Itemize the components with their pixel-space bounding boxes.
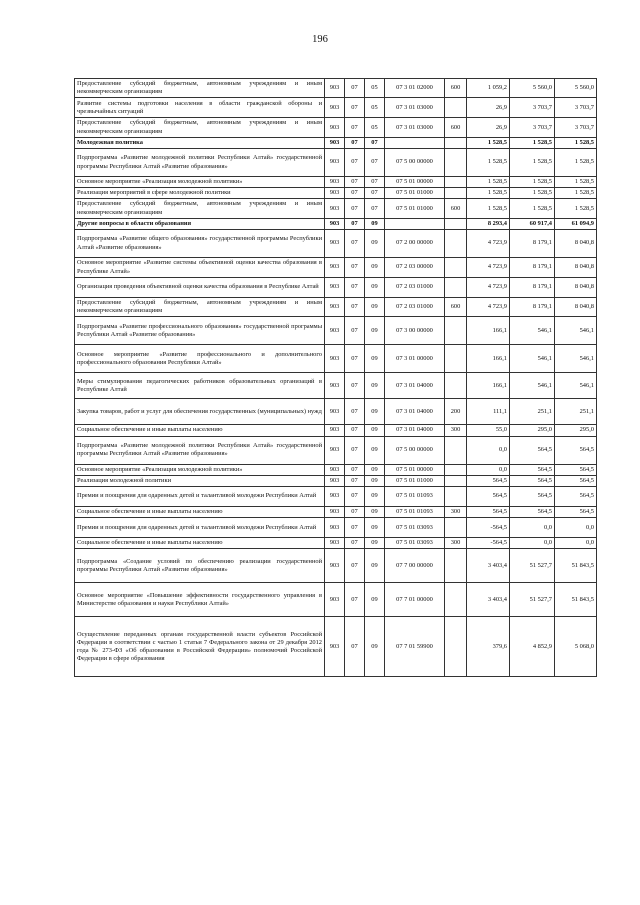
amount-cell-2: 8 179,1 (510, 230, 555, 258)
amount-cell-2: 546,1 (510, 317, 555, 345)
section-code-cell: 07 (345, 177, 365, 188)
amount-cell-1: 0,0 (467, 436, 510, 464)
section-code-cell: 07 (345, 373, 365, 399)
expense-type-cell (445, 617, 467, 677)
ministry-code-cell: 903 (325, 487, 345, 507)
amount-cell-1: 564,5 (467, 487, 510, 507)
amount-cell-1: 1 528,5 (467, 137, 510, 148)
target-article-cell: 07 3 00 00000 (385, 317, 445, 345)
row-name-cell: Основное мероприятие «Повышение эффективности государственного управления в Министерстве образования и науки Республики Алтай» (75, 583, 325, 617)
table-row (75, 583, 597, 617)
ministry-code-cell: 903 (325, 464, 345, 475)
table-row (75, 218, 597, 229)
expense-type-cell (445, 137, 467, 148)
target-article-cell: 07 7 01 59900 (385, 617, 445, 677)
amount-cell-2: 8 179,1 (510, 278, 555, 298)
expense-type-cell (445, 549, 467, 583)
ministry-code-cell: 903 (325, 373, 345, 399)
row-name-cell: Предоставление субсидий бюджетным, автономным учреждениям и иным некоммерческим организациям (75, 79, 325, 98)
row-name-cell: Подпрограмма «Развитие молодежной политики Республики Алтай» государственной программы Республики Алтай «Развитие образования» (75, 436, 325, 464)
ministry-code-cell: 903 (325, 399, 345, 425)
ministry-code-cell: 903 (325, 475, 345, 486)
subsection-code-cell: 05 (365, 118, 385, 137)
expense-type-cell (445, 230, 467, 258)
subsection-code-cell: 09 (365, 218, 385, 229)
section-code-cell: 07 (345, 538, 365, 549)
section-code-cell: 07 (345, 617, 365, 677)
table-row (75, 425, 597, 436)
ministry-code-cell: 903 (325, 98, 345, 118)
section-code-cell: 07 (345, 464, 365, 475)
subsection-code-cell: 09 (365, 258, 385, 278)
section-code-cell: 07 (345, 230, 365, 258)
amount-cell-1: 4 723,9 (467, 230, 510, 258)
subsection-code-cell: 09 (365, 345, 385, 373)
table-row (75, 230, 597, 258)
amount-cell-3: 1 528,5 (555, 149, 597, 177)
row-name-cell: Подпрограмма «Развитие профессионального образования» государственной программы Республики Алтай «Развитие образования» (75, 317, 325, 345)
table-row (75, 137, 597, 148)
ministry-code-cell: 903 (325, 436, 345, 464)
amount-cell-3: 564,5 (555, 487, 597, 507)
expense-type-cell (445, 487, 467, 507)
target-article-cell: 07 5 01 01000 (385, 188, 445, 199)
amount-cell-1: 4 723,9 (467, 278, 510, 298)
ministry-code-cell: 903 (325, 345, 345, 373)
subsection-code-cell: 09 (365, 278, 385, 298)
budget-rows (75, 79, 597, 677)
section-code-cell: 07 (345, 507, 365, 518)
row-name-cell: Молодежная политика (75, 137, 325, 148)
table-row (75, 317, 597, 345)
amount-cell-3: 295,0 (555, 425, 597, 436)
ministry-code-cell: 903 (325, 79, 345, 98)
expense-type-cell (445, 345, 467, 373)
section-code-cell: 07 (345, 425, 365, 436)
amount-cell-1: -564,5 (467, 518, 510, 538)
expense-type-cell (445, 258, 467, 278)
subsection-code-cell: 09 (365, 507, 385, 518)
amount-cell-1: 111,1 (467, 399, 510, 425)
amount-cell-2: 8 179,1 (510, 298, 555, 317)
target-article-cell: 07 3 01 03000 (385, 118, 445, 137)
amount-cell-1: 166,1 (467, 373, 510, 399)
section-code-cell: 07 (345, 317, 365, 345)
table-row (75, 549, 597, 583)
section-code-cell: 07 (345, 345, 365, 373)
amount-cell-3: 1 528,5 (555, 199, 597, 218)
row-name-cell: Основное мероприятие «Реализация молодежной политики» (75, 177, 325, 188)
amount-cell-1: 26,9 (467, 98, 510, 118)
row-name-cell: Социальное обеспечение и иные выплаты населению (75, 507, 325, 518)
ministry-code-cell: 903 (325, 425, 345, 436)
expense-type-cell (445, 583, 467, 617)
section-code-cell: 07 (345, 188, 365, 199)
table-row (75, 188, 597, 199)
expense-type-cell: 600 (445, 199, 467, 218)
amount-cell-3: 5 068,0 (555, 617, 597, 677)
subsection-code-cell: 07 (365, 199, 385, 218)
row-name-cell: Предоставление субсидий бюджетным, автономным учреждениям и иным некоммерческим организациям (75, 298, 325, 317)
subsection-code-cell: 09 (365, 538, 385, 549)
target-article-cell: 07 5 01 01000 (385, 199, 445, 218)
target-article-cell: 07 5 01 01093 (385, 507, 445, 518)
amount-cell-1: 564,5 (467, 475, 510, 486)
target-article-cell: 07 7 01 00000 (385, 583, 445, 617)
row-name-cell: Другие вопросы в области образования (75, 218, 325, 229)
subsection-code-cell: 07 (365, 149, 385, 177)
expense-type-cell (445, 188, 467, 199)
ministry-code-cell: 903 (325, 278, 345, 298)
amount-cell-2: 1 528,5 (510, 199, 555, 218)
table-row (75, 79, 597, 98)
amount-cell-2: 51 527,7 (510, 583, 555, 617)
amount-cell-3: 8 040,8 (555, 230, 597, 258)
row-name-cell: Подпрограмма «Создание условий по обеспечению реализации государственной программы Республики Алтай «Развитие образования» (75, 549, 325, 583)
section-code-cell: 07 (345, 118, 365, 137)
section-code-cell: 07 (345, 258, 365, 278)
amount-cell-2: 564,5 (510, 507, 555, 518)
target-article-cell: 07 5 01 00000 (385, 464, 445, 475)
amount-cell-2: 251,1 (510, 399, 555, 425)
target-article-cell: 07 3 01 04000 (385, 373, 445, 399)
subsection-code-cell: 09 (365, 317, 385, 345)
ministry-code-cell: 903 (325, 118, 345, 137)
row-name-cell: Социальное обеспечение и иные выплаты населению (75, 425, 325, 436)
target-article-cell (385, 218, 445, 229)
subsection-code-cell: 09 (365, 373, 385, 399)
target-article-cell: 07 5 00 00000 (385, 149, 445, 177)
amount-cell-2: 5 560,0 (510, 79, 555, 98)
subsection-code-cell: 09 (365, 425, 385, 436)
amount-cell-3: 564,5 (555, 507, 597, 518)
row-name-cell: Основное мероприятие «Развитие профессионального и дополнительного профессионального образования Республики Алтай» (75, 345, 325, 373)
amount-cell-3: 0,0 (555, 518, 597, 538)
amount-cell-3: 546,1 (555, 345, 597, 373)
amount-cell-2: 564,5 (510, 475, 555, 486)
target-article-cell: 07 3 01 04000 (385, 425, 445, 436)
subsection-code-cell: 09 (365, 436, 385, 464)
ministry-code-cell: 903 (325, 617, 345, 677)
row-name-cell: Развитие системы подготовки населения в области гражданской обороны и чрезвычайных ситуаций (75, 98, 325, 118)
expense-type-cell (445, 278, 467, 298)
subsection-code-cell: 09 (365, 399, 385, 425)
section-code-cell: 07 (345, 137, 365, 148)
expense-type-cell: 300 (445, 507, 467, 518)
amount-cell-2: 1 528,5 (510, 177, 555, 188)
table-row (75, 518, 597, 538)
expense-type-cell (445, 98, 467, 118)
amount-cell-1: 564,5 (467, 507, 510, 518)
amount-cell-3: 8 040,8 (555, 298, 597, 317)
subsection-code-cell: 05 (365, 98, 385, 118)
section-code-cell: 07 (345, 98, 365, 118)
amount-cell-2: 295,0 (510, 425, 555, 436)
ministry-code-cell: 903 (325, 507, 345, 518)
amount-cell-3: 61 094,9 (555, 218, 597, 229)
target-article-cell: 07 3 01 00000 (385, 345, 445, 373)
amount-cell-1: 8 293,4 (467, 218, 510, 229)
amount-cell-2: 0,0 (510, 538, 555, 549)
amount-cell-1: 55,0 (467, 425, 510, 436)
amount-cell-2: 0,0 (510, 518, 555, 538)
amount-cell-3: 564,5 (555, 475, 597, 486)
amount-cell-2: 564,5 (510, 464, 555, 475)
expense-type-cell (445, 218, 467, 229)
amount-cell-2: 3 703,7 (510, 118, 555, 137)
ministry-code-cell: 903 (325, 218, 345, 229)
target-article-cell: 07 5 01 03093 (385, 518, 445, 538)
expense-type-cell (445, 518, 467, 538)
target-article-cell: 07 5 01 03093 (385, 538, 445, 549)
table-row (75, 399, 597, 425)
amount-cell-3: 251,1 (555, 399, 597, 425)
row-name-cell: Реализация мероприятий в сфере молодежной политики (75, 188, 325, 199)
target-article-cell: 07 3 01 02000 (385, 79, 445, 98)
amount-cell-1: 1 059,2 (467, 79, 510, 98)
table-row (75, 177, 597, 188)
expense-type-cell: 600 (445, 79, 467, 98)
section-code-cell: 07 (345, 583, 365, 617)
amount-cell-1: 26,9 (467, 118, 510, 137)
row-name-cell: Предоставление субсидий бюджетным, автономным учреждениям и иным некоммерческим организациям (75, 199, 325, 218)
amount-cell-2: 1 528,5 (510, 188, 555, 199)
section-code-cell: 07 (345, 79, 365, 98)
section-code-cell: 07 (345, 487, 365, 507)
expense-type-cell: 300 (445, 425, 467, 436)
row-name-cell: Меры стимулирования педагогических работников образовательных организаций в Республике Алтай (75, 373, 325, 399)
ministry-code-cell: 903 (325, 199, 345, 218)
table-row (75, 98, 597, 118)
subsection-code-cell: 09 (365, 583, 385, 617)
section-code-cell: 07 (345, 475, 365, 486)
expense-type-cell: 600 (445, 298, 467, 317)
row-name-cell: Предоставление субсидий бюджетным, автономным учреждениям и иным некоммерческим организациям (75, 118, 325, 137)
target-article-cell: 07 5 01 01000 (385, 475, 445, 486)
amount-cell-2: 564,5 (510, 436, 555, 464)
expense-type-cell (445, 436, 467, 464)
ministry-code-cell: 903 (325, 317, 345, 345)
expense-type-cell (445, 177, 467, 188)
target-article-cell: 07 2 00 00000 (385, 230, 445, 258)
table-row (75, 118, 597, 137)
amount-cell-3: 5 560,0 (555, 79, 597, 98)
section-code-cell: 07 (345, 149, 365, 177)
target-article-cell: 07 5 01 00000 (385, 177, 445, 188)
subsection-code-cell: 05 (365, 79, 385, 98)
target-article-cell: 07 3 01 04000 (385, 399, 445, 425)
budget-table (74, 78, 597, 677)
target-article-cell: 07 2 03 01000 (385, 278, 445, 298)
row-name-cell: Премии и поощрения для одаренных детей и талантливой молодежи Республики Алтай (75, 487, 325, 507)
amount-cell-3: 546,1 (555, 373, 597, 399)
row-name-cell: Подпрограмма «Развитие общего образования» государственной программы Республики Алтай «Развитие образования» (75, 230, 325, 258)
amount-cell-3: 1 528,5 (555, 188, 597, 199)
amount-cell-1: 1 528,5 (467, 199, 510, 218)
ministry-code-cell: 903 (325, 149, 345, 177)
amount-cell-3: 1 528,5 (555, 137, 597, 148)
amount-cell-1: 166,1 (467, 317, 510, 345)
amount-cell-1: 1 528,5 (467, 188, 510, 199)
subsection-code-cell: 09 (365, 230, 385, 258)
ministry-code-cell: 903 (325, 258, 345, 278)
expense-type-cell (445, 464, 467, 475)
amount-cell-3: 0,0 (555, 538, 597, 549)
row-name-cell: Подпрограмма «Развитие молодежной политики Республики Алтай» государственной программы Республики Алтай «Развитие образования» (75, 149, 325, 177)
row-name-cell: Основное мероприятие «Развитие системы объективной оценки качества образования в Республике Алтай» (75, 258, 325, 278)
amount-cell-3: 3 703,7 (555, 98, 597, 118)
amount-cell-3: 564,5 (555, 464, 597, 475)
ministry-code-cell: 903 (325, 518, 345, 538)
section-code-cell: 07 (345, 218, 365, 229)
amount-cell-1: 379,6 (467, 617, 510, 677)
amount-cell-1: 4 723,9 (467, 298, 510, 317)
table-row (75, 149, 597, 177)
amount-cell-1: 1 528,5 (467, 177, 510, 188)
ministry-code-cell: 903 (325, 188, 345, 199)
section-code-cell: 07 (345, 399, 365, 425)
subsection-code-cell: 09 (365, 617, 385, 677)
page-number: 196 (312, 34, 328, 45)
table-row (75, 617, 597, 677)
table-row (75, 487, 597, 507)
target-article-cell (385, 137, 445, 148)
row-name-cell: Осуществление переданных органам государственной власти субъектов Российской Федерации в соответствии с частью 1 статьи 7 Федерального закона от 29 декабря 2012 года № 273-ФЗ «Об образовании в Российской Федерации» полномочий Российской Федерации в сфере образования (75, 617, 325, 677)
amount-cell-1: 166,1 (467, 345, 510, 373)
section-code-cell: 07 (345, 549, 365, 583)
subsection-code-cell: 09 (365, 518, 385, 538)
expense-type-cell (445, 373, 467, 399)
ministry-code-cell: 903 (325, 230, 345, 258)
expense-type-cell (445, 317, 467, 345)
amount-cell-1: 4 723,9 (467, 258, 510, 278)
table-row (75, 298, 597, 317)
row-name-cell: Премии и поощрения для одаренных детей и талантливой молодежи Республики Алтай (75, 518, 325, 538)
amount-cell-3: 1 528,5 (555, 177, 597, 188)
expense-type-cell: 600 (445, 118, 467, 137)
subsection-code-cell: 07 (365, 177, 385, 188)
table-row (75, 278, 597, 298)
amount-cell-3: 564,5 (555, 436, 597, 464)
amount-cell-1: -564,5 (467, 538, 510, 549)
row-name-cell: Реализация молодежной политики (75, 475, 325, 486)
amount-cell-1: 0,0 (467, 464, 510, 475)
expense-type-cell: 300 (445, 538, 467, 549)
amount-cell-2: 3 703,7 (510, 98, 555, 118)
table-row (75, 464, 597, 475)
ministry-code-cell: 903 (325, 177, 345, 188)
amount-cell-2: 1 528,5 (510, 137, 555, 148)
subsection-code-cell: 09 (365, 475, 385, 486)
amount-cell-3: 546,1 (555, 317, 597, 345)
ministry-code-cell: 903 (325, 583, 345, 617)
section-code-cell: 07 (345, 199, 365, 218)
subsection-code-cell: 09 (365, 298, 385, 317)
amount-cell-3: 51 843,5 (555, 583, 597, 617)
amount-cell-2: 546,1 (510, 345, 555, 373)
target-article-cell: 07 5 01 01093 (385, 487, 445, 507)
section-code-cell: 07 (345, 518, 365, 538)
amount-cell-3: 51 843,5 (555, 549, 597, 583)
table-row (75, 507, 597, 518)
table-row (75, 436, 597, 464)
row-name-cell: Основное мероприятие «Реализация молодежной политики» (75, 464, 325, 475)
section-code-cell: 07 (345, 436, 365, 464)
amount-cell-2: 60 917,4 (510, 218, 555, 229)
expense-type-cell: 200 (445, 399, 467, 425)
row-name-cell: Социальное обеспечение и иные выплаты населению (75, 538, 325, 549)
expense-type-cell (445, 149, 467, 177)
amount-cell-2: 8 179,1 (510, 258, 555, 278)
amount-cell-3: 3 703,7 (555, 118, 597, 137)
amount-cell-1: 3 403,4 (467, 549, 510, 583)
target-article-cell: 07 2 03 00000 (385, 258, 445, 278)
table-row (75, 258, 597, 278)
subsection-code-cell: 09 (365, 549, 385, 583)
target-article-cell: 07 7 00 00000 (385, 549, 445, 583)
section-code-cell: 07 (345, 278, 365, 298)
table-row (75, 373, 597, 399)
section-code-cell: 07 (345, 298, 365, 317)
target-article-cell: 07 5 00 00000 (385, 436, 445, 464)
subsection-code-cell: 07 (365, 137, 385, 148)
amount-cell-2: 564,5 (510, 487, 555, 507)
subsection-code-cell: 09 (365, 487, 385, 507)
table-row (75, 538, 597, 549)
table-row (75, 345, 597, 373)
amount-cell-2: 1 528,5 (510, 149, 555, 177)
target-article-cell: 07 3 01 03000 (385, 98, 445, 118)
table-row (75, 475, 597, 486)
amount-cell-1: 1 528,5 (467, 149, 510, 177)
ministry-code-cell: 903 (325, 298, 345, 317)
ministry-code-cell: 903 (325, 538, 345, 549)
subsection-code-cell: 07 (365, 188, 385, 199)
ministry-code-cell: 903 (325, 137, 345, 148)
row-name-cell: Закупка товаров, работ и услуг для обеспечения государственных (муниципальных) нужд (75, 399, 325, 425)
amount-cell-3: 8 040,8 (555, 258, 597, 278)
amount-cell-2: 4 852,9 (510, 617, 555, 677)
expense-type-cell (445, 475, 467, 486)
table-row (75, 199, 597, 218)
amount-cell-3: 8 040,8 (555, 278, 597, 298)
row-name-cell: Организация проведения объективной оценки качества образования в Республике Алтай (75, 278, 325, 298)
amount-cell-2: 546,1 (510, 373, 555, 399)
subsection-code-cell: 09 (365, 464, 385, 475)
ministry-code-cell: 903 (325, 549, 345, 583)
amount-cell-2: 51 527,7 (510, 549, 555, 583)
target-article-cell: 07 2 03 01000 (385, 298, 445, 317)
amount-cell-1: 3 403,4 (467, 583, 510, 617)
